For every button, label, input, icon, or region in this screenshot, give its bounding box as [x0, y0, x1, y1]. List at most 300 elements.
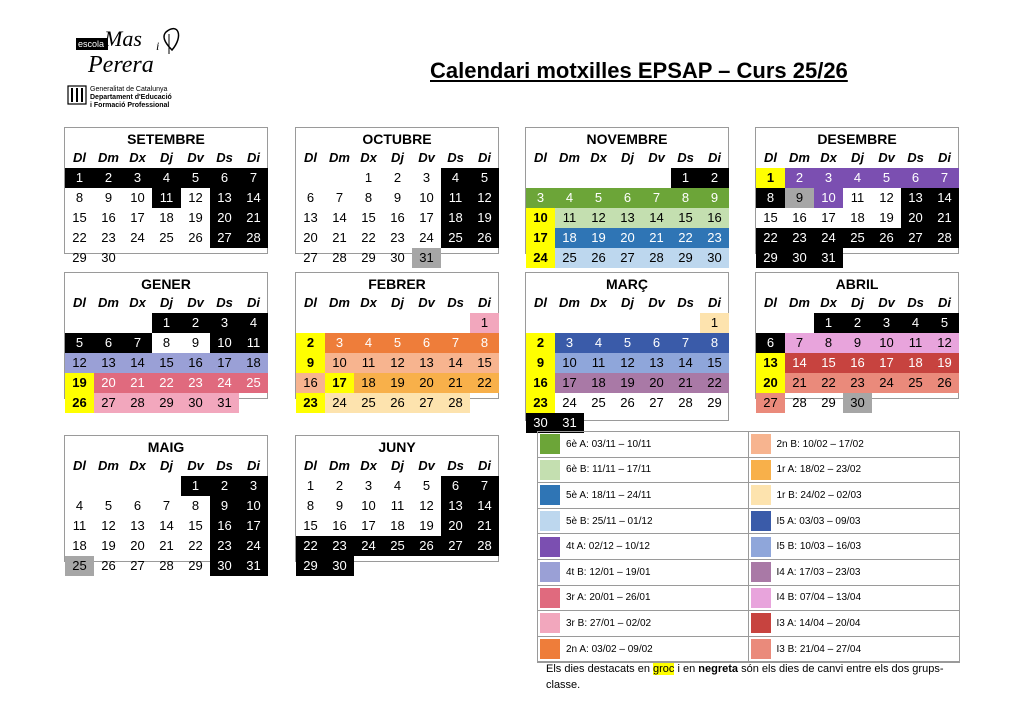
- day-cell: 8: [814, 333, 843, 353]
- day-cell: 30: [700, 248, 729, 268]
- day-cell: 2: [335, 478, 344, 493]
- day-cell: 14: [785, 353, 814, 373]
- day-cell: 5: [470, 168, 499, 188]
- day-cell: 17: [821, 210, 836, 225]
- empty-cell: [555, 313, 584, 333]
- day-cell: 21: [441, 373, 470, 393]
- day-cell: 23: [526, 393, 555, 413]
- day-cell: 2: [181, 313, 210, 333]
- day-grid: [756, 293, 958, 413]
- day-cell: 22: [814, 373, 843, 393]
- day-cell: 14: [123, 353, 152, 373]
- day-cell: 28: [642, 248, 671, 268]
- day-cell: 26: [470, 228, 499, 248]
- day-cell: 16: [332, 518, 347, 533]
- day-cell: 10: [555, 353, 584, 373]
- weekday-header: Dl: [304, 458, 317, 473]
- day-cell: 24: [130, 230, 145, 245]
- weekday-header: Dv: [418, 295, 435, 310]
- day-cell: 26: [584, 248, 613, 268]
- day-cell: 12: [879, 190, 894, 205]
- day-cell: 30: [390, 250, 405, 265]
- day-cell: 2: [296, 333, 325, 353]
- day-grid: [526, 293, 728, 433]
- day-cell: 5: [422, 478, 431, 493]
- day-cell: 20: [94, 373, 123, 393]
- legend-swatch: [540, 639, 560, 659]
- day-cell: 4: [555, 188, 584, 208]
- month-novembre: [525, 127, 729, 265]
- day-cell: 20: [130, 538, 145, 553]
- weekday-header: Dx: [590, 150, 607, 165]
- day-cell: 14: [441, 353, 470, 373]
- month-name: SETEMBRE: [127, 131, 205, 147]
- weekday-header: Dj: [160, 458, 173, 473]
- day-cell: 23: [101, 230, 116, 245]
- day-cell: 24: [239, 536, 268, 556]
- month-febrer: [295, 272, 499, 410]
- weekday-header: Dl: [73, 150, 86, 165]
- day-cell: 14: [239, 188, 268, 208]
- day-cell: 21: [930, 208, 959, 228]
- day-cell: 30: [785, 248, 814, 268]
- day-cell: 17: [239, 516, 268, 536]
- day-cell: 4: [441, 168, 470, 188]
- legend-label: I4 B: 07/04 – 13/04: [776, 592, 862, 604]
- day-cell: 31: [239, 556, 268, 576]
- day-cell: 18: [850, 210, 865, 225]
- legend-label: I5 A: 03/03 – 09/03: [776, 515, 861, 527]
- weekday-header: Ds: [447, 458, 464, 473]
- month-gener: [64, 272, 268, 410]
- day-cell: 10: [210, 333, 239, 353]
- day-cell: 6: [441, 476, 470, 496]
- day-cell: 17: [555, 373, 584, 393]
- weekday-header: Dj: [160, 150, 173, 165]
- day-cell: 21: [123, 373, 152, 393]
- empty-cell: [65, 476, 94, 496]
- day-grid: [526, 148, 728, 268]
- day-cell: 5: [181, 168, 210, 188]
- day-cell: 25: [354, 393, 383, 413]
- day-cell: 26: [412, 536, 441, 556]
- legend-swatch: [540, 613, 560, 633]
- weekday-header: Ds: [216, 150, 233, 165]
- legend-item: [749, 509, 960, 535]
- day-cell: 29: [152, 393, 181, 413]
- legend-item: [538, 458, 749, 484]
- day-cell: 3: [239, 476, 268, 496]
- day-cell: 24: [354, 536, 383, 556]
- day-cell: 12: [419, 498, 434, 513]
- day-cell: 19: [188, 210, 203, 225]
- weekday-header: Dj: [391, 295, 404, 310]
- day-cell: 10: [325, 353, 354, 373]
- day-cell: 26: [620, 395, 635, 410]
- school-logo: [66, 14, 216, 114]
- day-cell: 25: [555, 248, 584, 268]
- legend-note: [546, 661, 946, 693]
- day-cell: 27: [412, 393, 441, 413]
- day-cell: 9: [335, 498, 344, 513]
- day-cell: 9: [843, 333, 872, 353]
- day-cell: 20: [441, 516, 470, 536]
- month-name: JUNY: [378, 439, 416, 455]
- weekday-header: Dx: [129, 458, 146, 473]
- day-cell: 26: [65, 393, 94, 413]
- day-cell: 5: [872, 168, 901, 188]
- day-cell: 15: [303, 518, 318, 533]
- legend-label: 4t B: 12/01 – 19/01: [566, 566, 651, 578]
- month-abril: [755, 272, 959, 410]
- day-cell: 18: [72, 538, 87, 553]
- day-cell: 14: [470, 496, 499, 516]
- legend-item: [538, 483, 749, 509]
- day-cell: 16: [390, 210, 405, 225]
- day-cell: 1: [65, 168, 94, 188]
- legend-label: 5è A: 18/11 – 24/11: [566, 489, 652, 501]
- legend-item: [538, 509, 749, 535]
- day-cell: 31: [412, 248, 441, 268]
- day-cell: 12: [383, 353, 412, 373]
- day-cell: 30: [526, 413, 555, 433]
- day-cell: 14: [671, 353, 700, 373]
- day-cell: 16: [526, 373, 555, 393]
- day-cell: 23: [325, 536, 354, 556]
- day-cell: 3: [325, 333, 354, 353]
- day-cell: 12: [65, 353, 94, 373]
- day-cell: 22: [671, 228, 700, 248]
- day-cell: 23: [785, 228, 814, 248]
- empty-cell: [325, 168, 354, 188]
- day-cell: 9: [393, 190, 402, 205]
- day-cell: 15: [814, 353, 843, 373]
- legend-swatch: [751, 485, 771, 505]
- day-cell: 9: [210, 496, 239, 516]
- weekday-header: Dv: [648, 150, 665, 165]
- day-cell: 17: [210, 353, 239, 373]
- month-juny: [295, 435, 499, 573]
- legend-label: 1r B: 24/02 – 02/03: [776, 489, 862, 501]
- note-text: Els dies destacats en: [546, 663, 654, 675]
- legend-item: [749, 432, 960, 458]
- day-cell: 8: [162, 335, 171, 350]
- weekday-header: Dv: [878, 295, 895, 310]
- day-cell: 31: [555, 413, 584, 433]
- day-cell: 25: [591, 395, 606, 410]
- svg-text:escola: escola: [78, 39, 105, 49]
- weekday-header: Dv: [187, 295, 204, 310]
- day-cell: 18: [901, 353, 930, 373]
- weekday-header: Ds: [216, 295, 233, 310]
- day-cell: 18: [441, 208, 470, 228]
- day-cell: 2: [700, 168, 729, 188]
- weekday-header: Dm: [559, 295, 580, 310]
- weekday-header: Dj: [621, 295, 634, 310]
- empty-cell: [94, 476, 123, 496]
- weekday-header: Dm: [98, 150, 119, 165]
- legend-swatch: [751, 613, 771, 633]
- weekday-header: Di: [247, 458, 260, 473]
- day-cell: 11: [72, 518, 87, 533]
- day-cell: 27: [94, 393, 123, 413]
- day-cell: 2: [843, 313, 872, 333]
- legend-label: I3 B: 21/04 – 27/04: [776, 643, 862, 655]
- month-name: ABRIL: [835, 276, 879, 292]
- empty-cell: [526, 313, 555, 333]
- day-cell: 8: [306, 498, 315, 513]
- weekday-header: Ds: [447, 295, 464, 310]
- day-cell: 8: [364, 190, 373, 205]
- empty-cell: [526, 168, 555, 188]
- legend-swatch: [751, 460, 771, 480]
- day-cell: 23: [843, 373, 872, 393]
- day-cell: 5: [65, 333, 94, 353]
- day-cell: 1: [470, 313, 499, 333]
- day-cell: 10: [361, 498, 376, 513]
- day-cell: 17: [325, 373, 354, 393]
- day-cell: 8: [700, 333, 729, 353]
- day-cell: 14: [159, 518, 174, 533]
- day-cell: 18: [354, 373, 383, 393]
- day-cell: 30: [325, 556, 354, 576]
- day-grid: [65, 456, 267, 576]
- day-cell: 19: [613, 373, 642, 393]
- day-cell: 27: [649, 395, 664, 410]
- day-cell: 10: [419, 190, 434, 205]
- day-cell: 18: [555, 228, 584, 248]
- legend-label: 2n A: 03/02 – 09/02: [566, 643, 653, 655]
- day-cell: 7: [162, 498, 171, 513]
- day-cell: 21: [671, 373, 700, 393]
- day-cell: 22: [152, 373, 181, 393]
- weekday-header: Ds: [677, 295, 694, 310]
- legend-label: 6è A: 03/11 – 10/11: [566, 438, 652, 450]
- legend-item: [538, 637, 749, 663]
- day-cell: 3: [210, 313, 239, 333]
- day-cell: 6: [901, 168, 930, 188]
- day-cell: 6: [306, 190, 315, 205]
- day-cell: 13: [210, 188, 239, 208]
- day-cell: 1: [181, 476, 210, 496]
- day-cell: 6: [613, 188, 642, 208]
- weekday-header: Dl: [764, 150, 777, 165]
- day-cell: 2: [210, 476, 239, 496]
- day-cell: 9: [296, 353, 325, 373]
- legend-swatch: [751, 537, 771, 557]
- day-cell: 15: [361, 210, 376, 225]
- day-cell: 11: [354, 353, 383, 373]
- empty-cell: [613, 313, 642, 333]
- day-cell: 26: [101, 558, 116, 573]
- day-cell: 20: [642, 373, 671, 393]
- month-desembre: [755, 127, 959, 265]
- legend-label: 4t A: 02/12 – 10/12: [566, 541, 650, 553]
- day-cell: 26: [872, 228, 901, 248]
- day-cell: 7: [123, 333, 152, 353]
- day-cell: 19: [930, 353, 959, 373]
- day-cell: 24: [562, 395, 577, 410]
- empty-cell: [671, 313, 700, 333]
- day-cell: 24: [814, 228, 843, 248]
- day-cell: 19: [383, 373, 412, 393]
- weekday-header: Dl: [534, 150, 547, 165]
- weekday-header: Dl: [73, 458, 86, 473]
- day-cell: 21: [332, 230, 347, 245]
- note-text: són els dies de canvi entre els dos grups-classe.: [546, 663, 944, 691]
- day-cell: 12: [188, 190, 203, 205]
- day-cell: 10: [239, 496, 268, 516]
- empty-cell: [123, 476, 152, 496]
- day-cell: 19: [470, 208, 499, 228]
- weekday-header: Dv: [418, 150, 435, 165]
- month-name: GENER: [141, 276, 191, 292]
- month-març: [525, 272, 729, 430]
- day-cell: 22: [700, 373, 729, 393]
- day-cell: 16: [181, 353, 210, 373]
- day-cell: 5: [613, 333, 642, 353]
- weekday-header: Di: [938, 295, 951, 310]
- day-cell: 4: [152, 168, 181, 188]
- weekday-header: Di: [478, 295, 491, 310]
- day-cell: 17: [130, 210, 145, 225]
- month-name: FEBRER: [368, 276, 426, 292]
- empty-cell: [642, 168, 671, 188]
- day-cell: 11: [901, 333, 930, 353]
- day-cell: 6: [133, 498, 142, 513]
- weekday-header: Dl: [304, 150, 317, 165]
- legend-item: [749, 534, 960, 560]
- weekday-header: Dx: [129, 295, 146, 310]
- weekday-header: Dx: [820, 150, 837, 165]
- empty-cell: [412, 313, 441, 333]
- day-cell: 29: [361, 250, 376, 265]
- legend-swatch: [540, 537, 560, 557]
- day-cell: 17: [361, 518, 376, 533]
- day-cell: 10: [814, 188, 843, 208]
- legend-label: I5 B: 10/03 – 16/03: [776, 541, 862, 553]
- legend-item: [749, 611, 960, 637]
- day-cell: 22: [72, 230, 87, 245]
- day-cell: 1: [756, 168, 785, 188]
- day-cell: 2: [94, 168, 123, 188]
- day-cell: 4: [843, 168, 872, 188]
- day-cell: 22: [756, 228, 785, 248]
- day-cell: 31: [814, 248, 843, 268]
- day-cell: 29: [821, 395, 836, 410]
- day-grid: [756, 148, 958, 268]
- legend-swatch: [540, 562, 560, 582]
- day-cell: 3: [555, 333, 584, 353]
- day-cell: 30: [181, 393, 210, 413]
- day-cell: 13: [901, 188, 930, 208]
- empty-cell: [354, 313, 383, 333]
- weekday-header: Dj: [160, 295, 173, 310]
- weekday-header: Dm: [559, 150, 580, 165]
- day-cell: 28: [792, 395, 807, 410]
- legend-item: [749, 483, 960, 509]
- weekday-header: Di: [938, 150, 951, 165]
- empty-cell: [756, 313, 785, 333]
- day-cell: 7: [785, 333, 814, 353]
- day-cell: 29: [188, 558, 203, 573]
- legend-label: 1r A: 18/02 – 23/02: [776, 464, 862, 476]
- day-cell: 27: [210, 228, 239, 248]
- day-cell: 16: [843, 353, 872, 373]
- day-cell: 11: [850, 190, 865, 205]
- day-cell: 12: [613, 353, 642, 373]
- day-cell: 24: [325, 393, 354, 413]
- legend-swatch: [540, 434, 560, 454]
- day-cell: 15: [671, 208, 700, 228]
- day-cell: 3: [872, 313, 901, 333]
- weekday-header: Dl: [764, 295, 777, 310]
- day-cell: 24: [419, 230, 434, 245]
- day-cell: 27: [613, 248, 642, 268]
- day-cell: 1: [700, 313, 729, 333]
- day-cell: 19: [65, 373, 94, 393]
- day-cell: 4: [354, 333, 383, 353]
- svg-text:Perera: Perera: [88, 52, 154, 78]
- day-cell: 15: [700, 353, 729, 373]
- legend-label: 5è B: 25/11 – 01/12: [566, 515, 653, 527]
- day-cell: 28: [159, 558, 174, 573]
- day-cell: 23: [390, 230, 405, 245]
- day-grid: [296, 148, 498, 268]
- day-cell: 30: [101, 250, 116, 265]
- day-cell: 24: [526, 248, 555, 268]
- day-cell: 7: [642, 188, 671, 208]
- day-cell: 22: [470, 373, 499, 393]
- day-cell: 27: [303, 250, 318, 265]
- day-cell: 16: [210, 516, 239, 536]
- svg-text:i Formació Professional: i Formació Professional: [90, 102, 170, 109]
- day-cell: 11: [584, 353, 613, 373]
- weekday-header: Di: [708, 295, 721, 310]
- day-grid: [65, 293, 267, 413]
- legend-label: 3r A: 20/01 – 26/01: [566, 592, 651, 604]
- weekday-header: Dx: [590, 295, 607, 310]
- legend-label: I4 A: 17/03 – 23/03: [776, 566, 861, 578]
- day-cell: 27: [901, 228, 930, 248]
- day-cell: 15: [72, 210, 87, 225]
- day-cell: 18: [239, 353, 268, 373]
- month-name: MARÇ: [606, 276, 648, 292]
- note-yellow-word: groc: [653, 663, 675, 675]
- weekday-header: Dx: [820, 295, 837, 310]
- weekday-header: Dv: [187, 458, 204, 473]
- empty-cell: [642, 313, 671, 333]
- day-cell: 15: [763, 210, 778, 225]
- day-cell: 20: [210, 208, 239, 228]
- day-cell: 7: [671, 333, 700, 353]
- day-cell: 11: [152, 188, 181, 208]
- day-cell: 28: [239, 228, 268, 248]
- legend-label: I3 A: 14/04 – 20/04: [776, 617, 861, 629]
- day-cell: 9: [785, 188, 814, 208]
- legend-item: [749, 458, 960, 484]
- day-cell: 2: [785, 168, 814, 188]
- empty-cell: [584, 168, 613, 188]
- day-cell: 13: [441, 496, 470, 516]
- note-bold-word: negreta: [698, 663, 739, 675]
- legend-label: 2n B: 10/02 – 17/02: [776, 438, 864, 450]
- day-cell: 26: [383, 393, 412, 413]
- day-cell: 29: [296, 556, 325, 576]
- day-cell: 4: [75, 498, 84, 513]
- day-cell: 20: [412, 373, 441, 393]
- legend-swatch: [751, 562, 771, 582]
